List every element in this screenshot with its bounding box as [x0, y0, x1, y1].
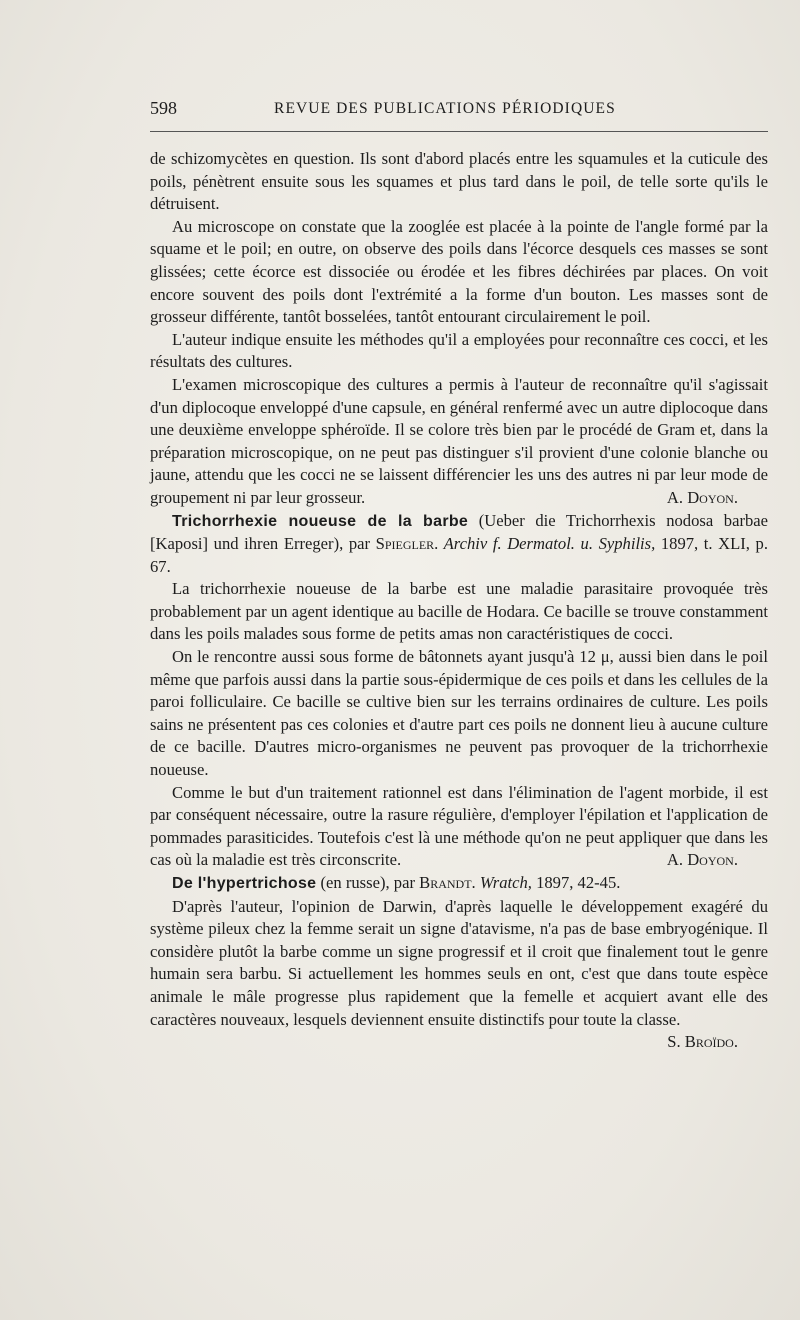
article-author: Brandt.: [419, 873, 476, 892]
reference-text: (Ueber die Trichorrhexis nodosa barbae [Kaposi] und ihren Erreger), par: [150, 510, 768, 554]
page-number: 598: [150, 98, 177, 118]
signature: A. Doyon.: [666, 487, 738, 507]
signature: S. Broïdo.: [667, 1032, 738, 1052]
article-author: Spiegler.: [375, 534, 439, 554]
reference-text: (en russe), par: [316, 873, 420, 892]
page-body: [150, 148, 768, 1054]
reference-details: 1897, t. XLI, p. 67.: [150, 534, 768, 576]
paragraph-text: Comme le but d'un traitement rationnel est dans l'élimination de l'agent morbide, il est par conséquent nécessaire, outre la rasure régulière, d'employer l'épilation et l'application de pommades parasiticides. Toutefois c'est là une méthode qu'on ne peut appliquer que dans les cas où la maladie est très circonscrite.: [150, 782, 768, 870]
journal-title: Wratch,: [475, 873, 532, 892]
article-reference: [150, 872, 768, 896]
header-rule: [150, 131, 768, 132]
paragraph-with-signature: [150, 374, 768, 510]
paragraph: de schizomycètes en question. Ils sont d'abord placés entre les squamules et la cuticule des poils, pénètrent ensuite sous les squames et plus tard dans le poil, de telle sorte qu'ils le détruisent.: [150, 149, 768, 214]
reference-details: 1897, 42-45.: [531, 873, 621, 892]
journal-title: Archiv f. Dermatol. u. Syphilis,: [438, 534, 656, 554]
article-heading: De l'hypertrichose: [172, 875, 317, 892]
paragraph: L'auteur indique ensuite les méthodes qu'il a employées pour reconnaître ces cocci, et les résultats des cultures.: [150, 329, 768, 372]
paragraph-text: L'examen microscopique des cultures a permis à l'auteur de reconnaître qu'il s'agissait d'un diplocoque enveloppé d'une capsule, en général renfermé avec un autre diplocoque dans une deuxième enveloppe sphéroïde. Il se colore très bien par le procédé de Gram et, dans la préparation microscopique, on ne peut pas distinguer s'il provient d'une colonie blanche ou jaune, attendu que les cocci ne se laissent différencier les uns des autres ni par leur mode de groupement ni par leur grosseur.: [150, 374, 768, 507]
page-header: [150, 98, 768, 122]
article-reference: [150, 510, 768, 579]
paragraph-with-signature: [150, 782, 768, 872]
paragraph-with-signature: [150, 896, 768, 1052]
article-heading: Trichorrhexie noueuse de la barbe: [172, 512, 469, 530]
paragraph-text: D'après l'auteur, l'opinion de Darwin, d'après laquelle le développement exagéré du système pileux chez la femme serait un signe d'atavisme, n'a pas de base embryogénique. Il considère plutôt la barbe comme un signe progressif et il croit que finalement tout le genre humain sera barbu. Si actuellement les hommes seuls en ont, c'est que dans toute espèce animale le mâle progresse plus rapidement que la femelle et acquiert avant elle des caractères nouveaux, lesquels deviennent ensuite distinctifs pour toute la classe.: [150, 896, 768, 1029]
running-title: REVUE DES PUBLICATIONS PÉRIODIQUES: [274, 100, 616, 117]
signature: A. Doyon.: [666, 850, 738, 870]
paragraph: Au microscope on constate que la zooglée est placée à la pointe de l'angle formé par la squame et le poil; en outre, on observe des poils dans l'écorce desquels ces masses se sont glissées; cette écorce est dissociée ou érodée et les fibres déchirées par places. On voit encore souvent des poils dont l'extrémité a la forme d'un bouton. Les masses sont de grosseur différente, tantôt bosselées, tantôt entourant circulairement le poil.: [150, 216, 768, 327]
paragraph: La trichorrhexie noueuse de la barbe est une maladie parasitaire provoquée très probablement par un agent identique au bacille de Hodara. Ce bacille se trouve constamment dans les poils malades sous forme de petits amas non caractéristiques de cocci.: [150, 579, 768, 644]
paragraph: On le rencontre aussi sous forme de bâtonnets ayant jusqu'à 12 μ, aussi bien dans le poil même que parfois aussi dans la partie sous-épidermique de ces poils et dans les cellules de la paroi folliculaire. Ce bacille se cultive bien sur les terrains ordinaires de culture. Les poils sains ne présentent pas ces colonies et d'autre part ces poils ne donnent lieu à aucune culture de ce bacille. D'autres micro-organismes ne peuvent pas provoquer de la trichorrhexie noueuse.: [150, 647, 768, 780]
